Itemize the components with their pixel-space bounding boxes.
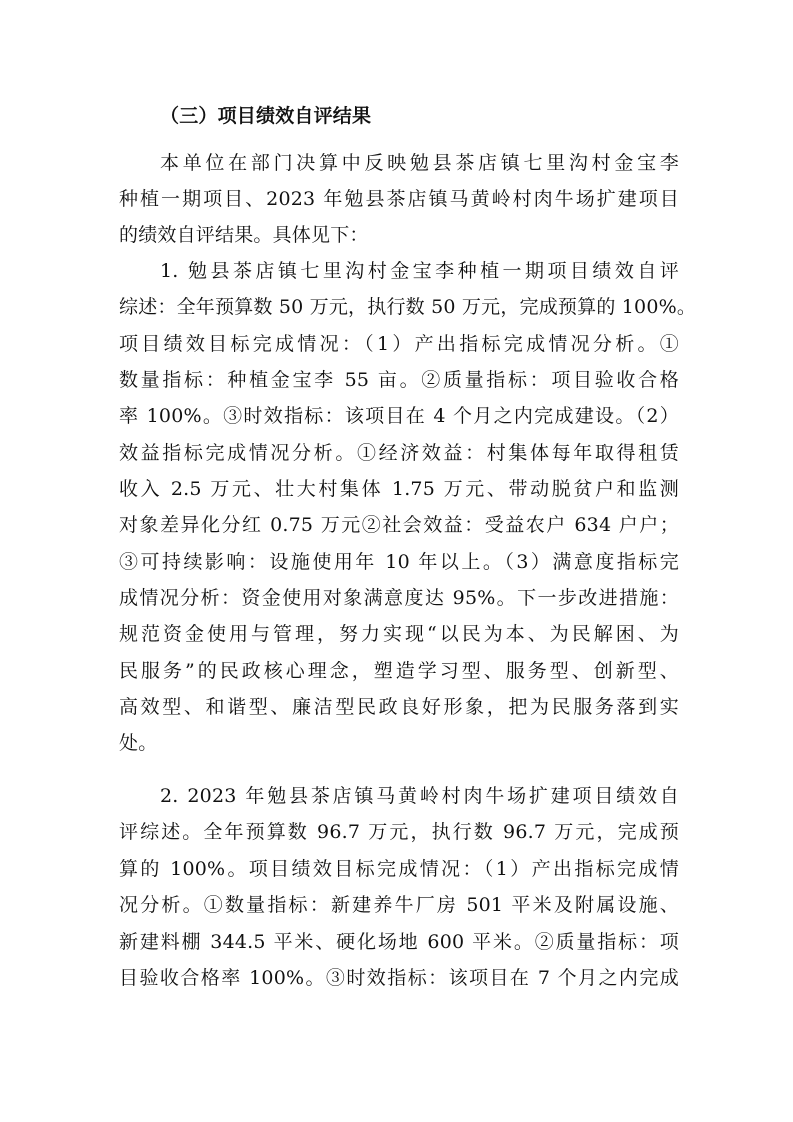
- paragraph-2-line-4: 数量指标：种植金宝李 55 亩。②质量指标：项目验收合格: [119, 369, 679, 391]
- paragraph-2-line-3: 项目绩效目标完成情况：（1）产出指标完成情况分析。①: [119, 333, 679, 355]
- paragraph-2-line-14: 处。: [119, 732, 158, 754]
- paragraph-2-line-2: 综述：全年预算数 50 万元，执行数 50 万元，完成预算的 100%。: [119, 296, 697, 318]
- paragraph-2-line-9: ③可持续影响：设施使用年 10 年以上。（3）满意度指标完: [119, 551, 679, 573]
- paragraph-3-line-2: 评综述。全年预算数 96.7 万元，执行数 96.7 万元，完成预: [119, 821, 679, 843]
- paragraph-2-line-12: 民服务”的民政核心理念，塑造学习型、服务型、创新型、: [119, 660, 679, 682]
- paragraph-3-line-4: 况分析。①数量指标：新建养牛厂房 501 平米及附属设施、: [119, 894, 679, 916]
- paragraph-2-line-1: 1. 勉县茶店镇七里沟村金宝李种植一期项目绩效自评: [160, 260, 679, 282]
- section-heading: （三）项目绩效自评结果: [160, 105, 372, 127]
- paragraph-2-line-6: 效益指标完成情况分析。①经济效益：村集体每年取得租赁: [119, 442, 679, 464]
- paragraph-3-line-1: 2. 2023 年勉县茶店镇马黄岭村肉牛场扩建项目绩效自: [160, 785, 679, 807]
- paragraph-2-line-13: 高效型、和谐型、廉洁型民政良好形象，把为民服务落到实: [119, 696, 679, 718]
- paragraph-2-line-10: 成情况分析：资金使用对象满意度达 95%。下一步改进措施：: [119, 587, 679, 609]
- paragraph-1-line-2: 种植一期项目、2023 年勉县茶店镇马黄岭村肉牛场扩建项目: [119, 188, 679, 210]
- paragraph-3-line-6: 目验收合格率 100%。③时效指标：该项目在 7 个月之内完成: [119, 967, 679, 989]
- paragraph-2-line-8: 对象差异化分红 0.75 万元②社会效益：受益农户 634 户户；: [119, 514, 679, 536]
- paragraph-1-line-3: 的绩效自评结果。具体见下：: [119, 224, 369, 246]
- paragraph-2-line-11: 规范资金使用与管理，努力实现“以民为本、为民解困、为: [119, 623, 679, 645]
- paragraph-3-line-3: 算的 100%。项目绩效目标完成情况：（1）产出指标完成情: [119, 858, 679, 880]
- paragraph-3-line-5: 新建料棚 344.5 平米、硬化场地 600 平米。②质量指标：项: [119, 931, 679, 953]
- paragraph-2-line-7: 收入 2.5 万元、壮大村集体 1.75 万元、带动脱贫户和监测: [119, 478, 679, 500]
- paragraph-2-line-5: 率 100%。③时效指标：该项目在 4 个月之内完成建设。（2）: [119, 405, 679, 427]
- paragraph-1-line-1: 本单位在部门决算中反映勉县茶店镇七里沟村金宝李: [160, 152, 679, 174]
